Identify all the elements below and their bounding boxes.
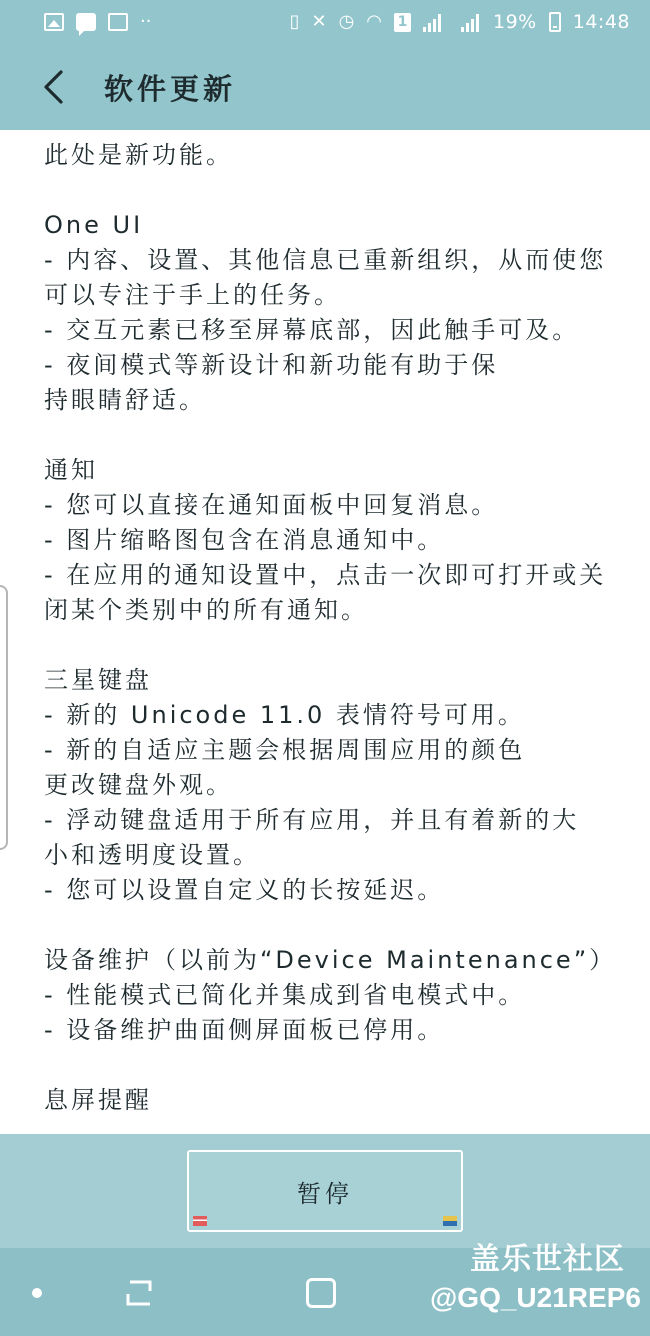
pause-button[interactable] [187,1150,463,1232]
text-line: 可以专注于手上的任务。 [44,281,341,309]
app-bar [0,44,650,130]
watermark-site: 盖乐世社区 [470,1242,625,1277]
status-left [44,13,151,31]
pause-button-label: 暂停 [297,1179,353,1208]
text-line: - 新的 Unicode 11.0 表情符号可用。 [44,701,525,729]
edge-panel-handle[interactable] [0,585,8,850]
page-title: 软件更新 [104,71,237,106]
spacer-line [44,1048,606,1083]
back-button[interactable] [24,57,84,117]
chat-icon [76,13,96,31]
corner-decoration [193,1216,207,1226]
text-line: - 交互元素已移至屏幕底部，因此触手可及。 [44,316,580,344]
text-line: 持眼睛舒适。 [44,386,206,414]
spacer-line [44,908,606,943]
wifi-icon: ◠ [366,11,382,32]
signal-icon [423,12,449,32]
battery-saver-icon: ▯ [289,11,300,32]
checklist-icon [108,13,128,31]
release-notes[interactable] [0,130,650,1134]
corner-decoration [443,1216,457,1226]
watermark-user: @GQ_U21REP6 [430,1282,641,1313]
alarm-icon: ◷ [338,11,355,32]
sim-badge: 1 [394,13,411,32]
spacer-line [44,418,606,453]
text-line: 三星键盘 [44,666,152,694]
recents-icon[interactable] [124,1278,156,1308]
battery-icon [549,12,561,32]
text-line: - 在应用的通知设置中，点击一次即可打开或关 [44,561,607,589]
home-icon[interactable] [306,1278,336,1308]
text-line: - 您可以设置自定义的长按延迟。 [44,876,445,904]
status-right [290,11,630,33]
spacer-line [44,628,606,663]
status-time: 14:48 [572,11,630,33]
battery-percent: 19% [493,11,537,33]
text-line: 此处是新功能。 [44,141,233,169]
nav-hide-dot-icon[interactable] [32,1288,42,1298]
text-line: - 浮动键盘适用于所有应用，并且有着新的大 [44,806,580,834]
text-line: 闭某个类别中的所有通知。 [44,596,368,624]
back-arrow-icon [41,69,67,105]
mute-icon: ✕ [311,11,327,32]
text-line: 息屏提醒 [44,1086,152,1114]
text-line: - 图片缩略图包含在消息通知中。 [44,526,445,554]
text-line: - 夜间模式等新设计和新功能有助于保 [44,351,499,379]
text-line: 设备维护（以前为“Device Maintenance”） [44,946,617,974]
text-line: - 性能模式已简化并集成到省电模式中。 [44,981,526,1009]
bottom-panel [0,1134,650,1248]
text-line: - 内容、设置、其他信息已重新组织，从而使您 [44,246,607,274]
image-icon [44,13,64,31]
spacer-line [44,173,606,208]
text-line: 通知 [44,456,98,484]
more-dots-icon: ·· [140,11,152,32]
text-line: One UI [44,211,144,239]
text-line: 小和透明度设置。 [44,841,260,869]
text-line: - 您可以直接在通知面板中回复消息。 [44,491,499,519]
text-line: - 设备维护曲面侧屏面板已停用。 [44,1016,445,1044]
status-bar [0,0,650,44]
text-line: 更改键盘外观。 [44,771,233,799]
signal-icon [461,12,481,32]
text-line: - 新的自适应主题会根据周围应用的颜色 [44,736,526,764]
